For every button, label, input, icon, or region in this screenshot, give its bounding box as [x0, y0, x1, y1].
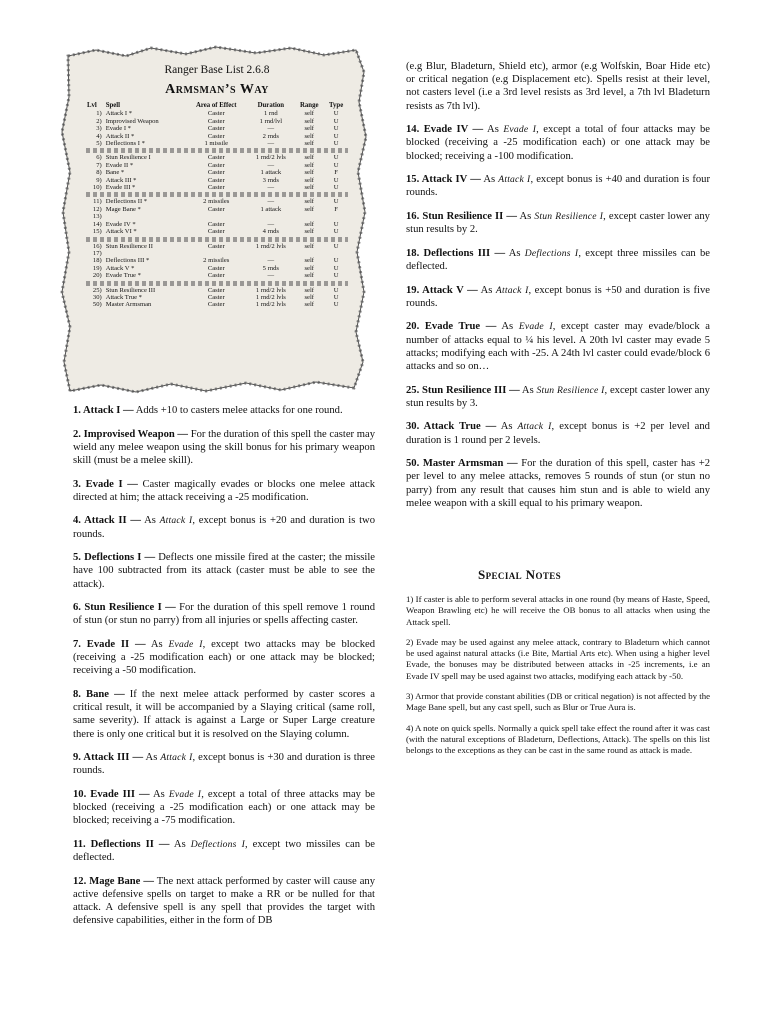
special-notes [406, 594, 710, 766]
spell-description [406, 210, 710, 236]
cell-area: Caster [207, 132, 225, 140]
as-text: As [145, 638, 169, 650]
cell-lvl: 19) [92, 264, 102, 272]
cell-range [294, 213, 324, 220]
cell-lvl: 5) [96, 140, 102, 148]
cell-type: U [333, 154, 339, 162]
cell-range: self [304, 110, 314, 118]
spell-description [73, 875, 375, 928]
spell-reference: Attack I [495, 284, 529, 296]
description-text: , except bonus is +40 and duration is four rounds. [406, 174, 711, 199]
cell-range: self [304, 169, 314, 177]
cell-duration: 1 attack [260, 169, 282, 177]
spell-description [73, 404, 375, 417]
table-row [86, 198, 348, 205]
spell-description [406, 420, 710, 446]
cell-range: self [304, 205, 314, 213]
separator-cell [86, 147, 348, 154]
table-row [86, 213, 348, 220]
spell-heading: 16. Stun Resilience II — [406, 211, 517, 222]
cell-area: Caster [207, 286, 225, 294]
as-text: As [505, 247, 525, 259]
cell-lvl: 3) [96, 125, 102, 133]
cell-lvl: 6) [96, 154, 102, 162]
cell-duration: — [267, 140, 275, 148]
cell-lvl: 14) [92, 220, 102, 228]
group-separator [86, 236, 348, 243]
table-row [86, 206, 348, 213]
cell-area: Caster [207, 272, 225, 280]
cell-spell: Evade I * [105, 125, 131, 133]
cell-range: self [304, 272, 314, 280]
separator-flourish [86, 192, 348, 197]
cell-range: self [304, 161, 314, 169]
spell-heading: 14. Evade IV — [406, 124, 484, 136]
cell-range: self [304, 257, 314, 265]
cell-spell: Attack I * [105, 110, 133, 118]
spell-reference: Evade I [518, 321, 553, 333]
list-title: Armsman’s Way [165, 82, 269, 97]
spell-reference: Deflections I [190, 838, 245, 850]
table-row [86, 133, 348, 140]
spell-description [406, 457, 710, 510]
group-separator [86, 280, 348, 287]
cell-spell: Attack III * [105, 176, 137, 184]
table-row [86, 140, 348, 147]
separator-flourish [86, 237, 348, 242]
spell-heading: 7. Evade II — [73, 638, 146, 650]
cell-duration: 1 rnd/2 lvls [255, 301, 286, 309]
cell-lvl: 11) [93, 198, 102, 206]
as-text: As [149, 788, 169, 800]
cell-spell: Master Armsman [105, 301, 152, 309]
cell-spell: Deflections III * [105, 257, 150, 265]
cell-type [324, 250, 348, 257]
cell-type: U [333, 140, 339, 148]
cell-lvl: 10) [92, 184, 102, 192]
spell-description [73, 638, 375, 678]
cell-area: 2 missiles [203, 257, 230, 265]
cell-area: Caster [207, 228, 225, 236]
cell-type: U [333, 132, 339, 140]
spell-description [406, 320, 710, 373]
spell-reference: Evade I [168, 638, 203, 650]
cell-area: Caster [207, 110, 225, 118]
cell-duration: 1 rnd/2 lvls [255, 242, 286, 250]
cell-range: self [304, 117, 314, 125]
cell-duration [247, 250, 294, 257]
cell-spell: Mage Bane * [105, 205, 141, 213]
cell-duration: 1 rnd/2 lvls [255, 286, 286, 294]
table-row [86, 221, 348, 228]
cell-range: self [304, 242, 314, 250]
cell-spell: Attack VI * [105, 228, 137, 236]
spell-description [73, 838, 375, 864]
cell-spell: Attack True * [105, 293, 142, 301]
spell-heading: 9. Attack III — [73, 752, 144, 764]
cell-area: Caster [207, 220, 225, 228]
cell-area: 2 missiles [203, 198, 230, 206]
spell-description [73, 788, 375, 828]
cell-duration: 1 attack [260, 205, 282, 213]
spell-heading: 20. Evade True — [406, 321, 497, 333]
table-row [86, 118, 348, 125]
table-row [86, 184, 348, 191]
cell-area [185, 213, 247, 220]
header-area: Area of Effect [195, 102, 237, 109]
cell-type: F [334, 205, 338, 213]
cell-spell: Attack II * [105, 132, 135, 140]
cell-spell: Bane * [105, 169, 125, 177]
cell-lvl: 30) [92, 293, 102, 301]
description-text: , except caster lower any stun results by 2. [406, 211, 710, 236]
cell-area: Caster [207, 264, 225, 272]
table-row [86, 301, 348, 308]
spell-reference: Stun Resilience I [534, 211, 604, 222]
cell-range: self [304, 125, 314, 133]
spell-description [73, 688, 375, 741]
cell-lvl: 8) [96, 169, 102, 177]
spell-description [73, 551, 375, 591]
cell-lvl: 15) [92, 228, 102, 236]
cell-duration: 1 rnd/2 lvls [255, 154, 286, 162]
description-text: , except a total of three attacks may be blocked (receiving a -25 modification each) or one attack may be blocked; receiving a -75 modification. [73, 788, 375, 827]
description-text: Caster magically evades or blocks one melee attack directed at him; the attack receiving a -25 modification. [73, 478, 375, 503]
cell-spell: Evade II * [105, 161, 134, 169]
cell-spell: Improvised Weapon [105, 117, 159, 125]
cell-spell: Evade IV * [105, 220, 136, 228]
description-text: , except two attacks may be blocked (receiving a -25 modification each) or one attack may be blocked; receiving a -50 modification. [73, 638, 375, 677]
as-text: As [496, 421, 518, 433]
spell-table [86, 102, 348, 309]
note-item: 1) If caster is able to perform several attacks in one round (by means of Haste, Speed, Weapon Brawling etc) he will receive the OB bonus to all attacks when using the Attack spell. [406, 594, 710, 627]
cell-duration: — [267, 272, 275, 280]
spell-description [73, 514, 375, 540]
cell-range [294, 250, 324, 257]
cell-type [324, 213, 348, 220]
cell-spell [105, 250, 185, 257]
as-text: As [483, 124, 504, 136]
spell-heading: 8. Bane — [73, 688, 125, 700]
spell-description [406, 284, 710, 310]
cell-type: U [333, 257, 339, 265]
table-row [86, 250, 348, 257]
table-row [86, 257, 348, 264]
cell-range: self [304, 184, 314, 192]
cell-range: self [304, 198, 314, 206]
description-text: , except bonus is +20 and duration is two rounds. [73, 515, 375, 540]
cell-area: Caster [207, 184, 225, 192]
left-column [73, 404, 375, 938]
cell-type: U [333, 286, 339, 294]
cell-area: 1 missile [204, 140, 229, 148]
cell-range: self [304, 301, 314, 309]
spell-description [73, 478, 375, 504]
cell-range: self [304, 154, 314, 162]
spell-list-panel [86, 60, 348, 309]
spell-heading: 1. Attack I — [73, 405, 134, 416]
cell-area: Caster [207, 293, 225, 301]
cell-type: U [333, 242, 339, 250]
table-row [86, 177, 348, 184]
cell-lvl: 7) [96, 161, 102, 169]
spell-reference: Deflections I [524, 247, 579, 259]
cell-lvl: 9) [96, 176, 102, 184]
cell-spell: Deflections I * [105, 140, 145, 148]
cell-type: U [333, 293, 339, 301]
spell-description [406, 384, 710, 410]
spell-heading: 10. Evade III — [73, 788, 150, 800]
note-item: 2) Evade may be used against any melee attack, contrary to Bladeturn which cannot be used against natural attacks (i.e Bite, Martial Arts etc). When using a higher level Evade, the bonuses may be distributed between attacks in -25 increments, i.e an Evade IV spell may be used against two attacks, modifying each attack by -50. [406, 636, 710, 681]
spell-reference: Evade I [503, 124, 537, 136]
cell-type: U [333, 125, 339, 133]
as-text: As [477, 284, 496, 296]
cell-area: Caster [207, 169, 225, 177]
cell-lvl: 18) [92, 257, 102, 265]
cell-range: self [304, 220, 314, 228]
cell-duration: — [267, 220, 275, 228]
note-item: 4) A note on quick spells. Normally a quick spell take effect the round after it was cast (with the natural exceptions of Bladeturn, Deflections, Attack). The spells on this list belongs to the exceptions as they can be cast in the same round as attack is made. [406, 722, 710, 756]
spell-heading: 18. Deflections III — [406, 247, 506, 259]
cell-area: Caster [207, 117, 225, 125]
spell-heading: 12. Mage Bane — [73, 875, 154, 887]
cell-lvl: 1) [96, 110, 102, 118]
description-text: For the duration of this spell, caster has +2 per level to any melee attacks, removes 5 rounds of stun (or stun no parry) from any result that causes him stun and is able to wield any melee weapon with a skill equal to his primary weapon. [406, 458, 711, 509]
cell-area: Caster [207, 301, 225, 309]
spell-table-body [86, 110, 348, 308]
as-text: As [517, 211, 535, 222]
cell-spell: Stun Resilience III [105, 286, 156, 294]
cell-range: self [304, 293, 314, 301]
header-range: Range [299, 102, 319, 109]
table-row [86, 272, 348, 279]
cell-area: Caster [207, 176, 225, 184]
header-lvl: Lvl [87, 102, 97, 109]
spell-heading: 50. Master Armsman — [406, 458, 518, 470]
cell-duration: — [267, 184, 275, 192]
cell-lvl: 25) [92, 286, 102, 294]
cell-area: Caster [207, 154, 225, 162]
cell-duration [247, 213, 294, 220]
cell-type: U [333, 117, 339, 125]
cell-range: self [304, 140, 314, 148]
spell-description [73, 751, 375, 777]
spell-description [73, 428, 375, 468]
cell-area: Caster [207, 125, 225, 133]
right-column-entries [406, 123, 710, 510]
as-text: As [519, 384, 537, 396]
group-separator [86, 147, 348, 154]
spell-description [406, 173, 710, 199]
cell-spell: Attack V * [105, 264, 135, 272]
spell-description [406, 247, 710, 273]
description-text: , except bonus is +50 and duration is five rounds. [406, 284, 710, 309]
cell-duration: 1 rnd [263, 110, 278, 118]
spell-heading: 6. Stun Resilience I — [73, 602, 176, 614]
description-text: , except caster lower any stun results by 3. [406, 384, 710, 409]
cell-type: U [333, 161, 339, 169]
cell-type: U [333, 110, 339, 118]
continuation-paragraph: (e.g Blur, Bladeturn, Shield etc), armor (e.g Wolfskin, Boar Hide etc) or critical negation (e.g Displacement etc). Spells resist at their level, not casters level (i.e a 3rd level resists as 3rd level, a 7th lvl Bladeturn resists as 7th lvl). [406, 61, 710, 112]
spell-heading: 11. Deflections II — [73, 838, 170, 850]
description-text: For the duration of this spell the caster may wield any melee weapon using the skill bonus for his primary weapon skill (must be a melee skill). [73, 428, 375, 466]
cell-duration: 2 rnds [262, 132, 279, 140]
description-text: , except bonus is +30 and duration is three rounds. [73, 752, 375, 777]
note-item: 3) Armor that provide constant abilities (DB or critical negation) is not affected by the Mage Bane spell, but any cast spell, such as Blur or True Aura is. [406, 691, 710, 713]
cell-area: Caster [207, 161, 225, 169]
cell-lvl: 2) [96, 117, 102, 125]
header-spell: Spell [105, 102, 121, 109]
cell-range: self [304, 286, 314, 294]
as-text: As [169, 838, 191, 850]
separator-cell [86, 280, 348, 287]
table-row [86, 287, 348, 294]
spell-description [73, 601, 375, 627]
separator-flourish [86, 281, 348, 286]
cell-duration: 4 rnds [262, 228, 279, 236]
spell-reference: Stun Resilience I [536, 384, 605, 396]
spell-heading: 19. Attack V — [406, 284, 478, 296]
cell-spell: Evade III * [105, 184, 136, 192]
as-text: As [140, 515, 160, 527]
table-row [86, 125, 348, 132]
cell-type: U [333, 184, 339, 192]
cell-spell: Evade True * [105, 272, 141, 280]
cell-type: U [333, 264, 339, 272]
cell-area: Caster [207, 242, 225, 250]
cell-duration: — [267, 125, 275, 133]
description-text: Adds +10 to casters melee attacks for one round. [133, 405, 343, 416]
cell-type: F [334, 169, 338, 177]
special-notes-title: Special Notes [478, 567, 562, 582]
spell-reference: Evade I [168, 788, 202, 800]
cell-lvl: 50) [92, 301, 102, 309]
cell-range: self [304, 228, 314, 236]
table-row [86, 154, 348, 161]
as-text: As [496, 321, 519, 333]
separator-cell [86, 236, 348, 243]
cell-duration: — [267, 161, 275, 169]
cell-lvl: 13) [92, 213, 102, 221]
cell-duration: 1 rnd/2 lvls [255, 293, 286, 301]
table-row [86, 110, 348, 117]
right-column [406, 60, 710, 520]
cell-lvl: 16) [92, 242, 102, 250]
group-separator [86, 191, 348, 198]
cell-type: U [333, 220, 339, 228]
description-text: , except two missiles can be deflected. [73, 838, 376, 864]
cell-range: self [304, 132, 314, 140]
cell-duration: — [267, 198, 275, 206]
cell-spell: Stun Resilience I [105, 154, 151, 162]
cell-duration: 3 rnds [262, 176, 279, 184]
spell-heading: 30. Attack True — [406, 421, 497, 433]
cell-area: Caster [207, 205, 225, 213]
list-subtitle: Ranger Base List 2.6.8 [164, 64, 270, 76]
cell-type: U [333, 176, 339, 184]
description-text: , except caster may evade/block a number of attacks equal to ¼ his level. A 20th lvl caster may evade 5 attacks; modifying each with -25. A 24th lvl caster could evade/block 6 attacks and so on… [406, 321, 711, 372]
spell-reference: Attack I [159, 515, 193, 527]
cell-lvl: 12) [92, 205, 102, 213]
table-row [86, 294, 348, 301]
spell-reference: Attack I [160, 752, 193, 764]
table-header-row [86, 102, 348, 110]
cell-duration: 5 rnds [262, 264, 279, 272]
cell-type: U [333, 272, 339, 280]
cell-type: U [333, 228, 339, 236]
as-text: As [480, 174, 499, 186]
spell-heading: 25. Stun Resilience III — [406, 384, 520, 396]
cell-lvl: 4) [96, 132, 102, 140]
cell-spell [105, 213, 185, 220]
description-text: , except three missiles can be deflected. [406, 247, 710, 272]
spell-heading: 3. Evade I — [73, 478, 138, 490]
header-duration: Duration [257, 102, 285, 109]
description-text: , except a total of four attacks may be blocked (receiving a -25 modification each) or one attack may be blocked; receiving a -100 modification. [406, 124, 710, 162]
description-text: For the duration of this spell remove 1 round of stun (or stun no parry) from all injuries or spells affecting caster. [73, 602, 376, 627]
table-row [86, 162, 348, 169]
cell-duration: 1 rnd/lvl [259, 117, 283, 125]
description-text: Deflects one missile fired at the caster; the missile have 100 subtracted from its attack (caster must be able to see the attack). [73, 552, 375, 590]
description-text: , except bonus is +2 per level and duration is 1 round per 2 levels. [406, 421, 710, 446]
cell-type: U [333, 198, 339, 206]
cell-range: self [304, 264, 314, 272]
cell-spell: Stun Resilience II [105, 242, 153, 250]
separator-cell [86, 191, 348, 198]
cell-spell: Deflections II * [105, 198, 148, 206]
as-text: As [143, 752, 161, 764]
spell-heading: 15. Attack IV — [406, 174, 481, 186]
description-text: The next attack performed by caster will cause any active defensive spells on target to make a RR or be nulled for that attack. A defensive spell is any spell that provides the target with defensive capabilities, either in the form of DB [73, 875, 375, 927]
table-row [86, 228, 348, 235]
table-row [86, 265, 348, 272]
spell-reference: Attack I [498, 174, 531, 186]
header-type: Type [329, 102, 344, 109]
separator-flourish [86, 148, 348, 153]
table-row [86, 169, 348, 176]
description-text: If the next melee attack performed by caster scores a critical result, it will be accompanied by a Slaying critical (same roll, same severity). If attack is against a Large or Super Large creature there is only one critical but it is resolved on the Slaying column. [73, 688, 376, 740]
cell-area [185, 250, 247, 257]
cell-lvl: 20) [92, 272, 102, 280]
cell-range: self [304, 176, 314, 184]
table-row [86, 243, 348, 250]
spell-reference: Attack I [517, 421, 552, 433]
cell-duration: — [267, 257, 275, 265]
spell-description [406, 123, 710, 163]
cell-type: U [333, 301, 339, 309]
spell-heading: 4. Attack II — [73, 515, 141, 527]
spell-heading: 5. Deflections I — [73, 552, 156, 564]
cell-lvl: 17) [92, 249, 102, 257]
spell-heading: 2. Improvised Weapon — [73, 428, 189, 440]
